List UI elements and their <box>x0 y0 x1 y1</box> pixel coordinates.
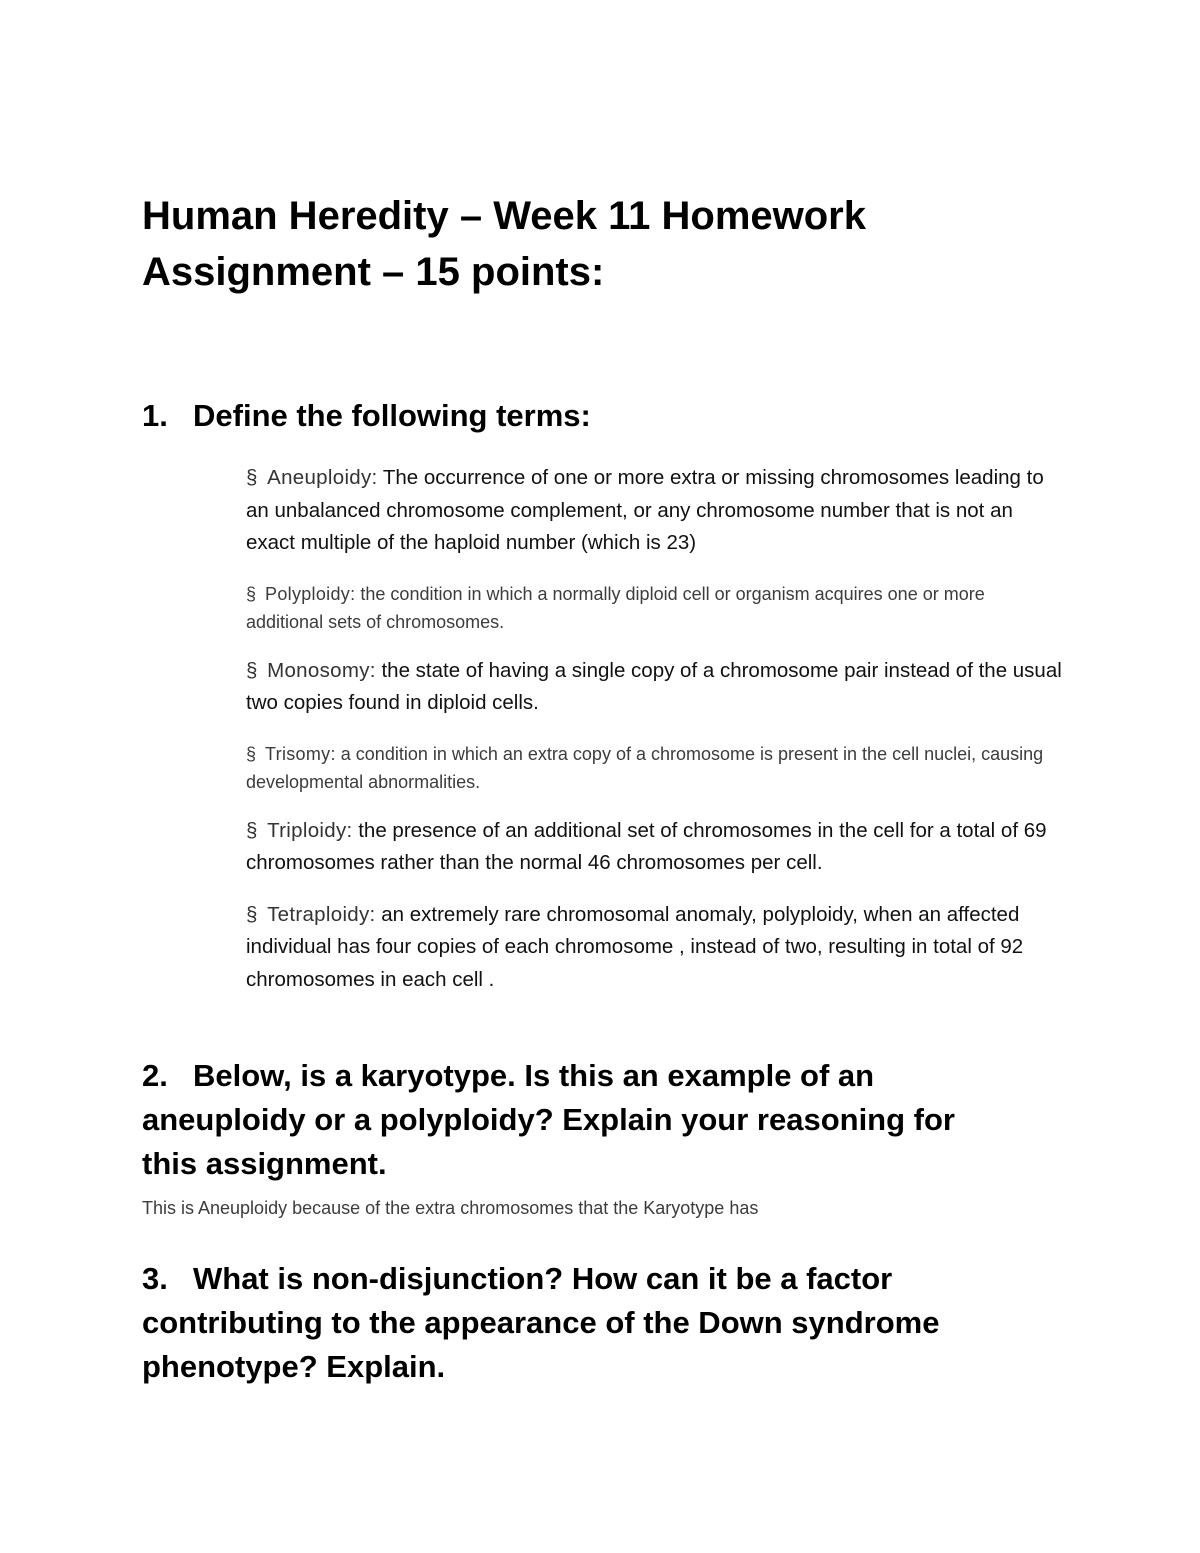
definitions-list <box>246 462 1066 996</box>
question-1-heading <box>142 394 1082 438</box>
definition-term: Aneuploidy: <box>267 466 378 489</box>
question-2-text-line-3: this assignment. <box>142 1146 387 1181</box>
question-3-text-line-3: phenotype? Explain. <box>142 1349 446 1384</box>
definition-trisomy <box>246 740 1066 796</box>
section-sign-bullet: § <box>246 818 258 842</box>
question-1-number: 1. <box>142 398 168 433</box>
question-2-heading <box>142 1054 1082 1186</box>
question-2-answer: This is Aneuploidy because of the extra chromosomes that the Karyotype has <box>142 1198 759 1218</box>
definition-monosomy <box>246 655 1066 720</box>
definition-text: the condition in which a normally diploid cell or organism acquires one or more additional sets of chromosomes. <box>246 583 985 632</box>
section-sign-bullet: § <box>246 583 257 604</box>
question-3-number: 3. <box>142 1261 168 1296</box>
document-title-line-1: Human Heredity – Week 11 Homework <box>142 194 866 238</box>
definition-term: Tetraploidy: <box>267 902 376 926</box>
section-sign-bullet: § <box>246 658 258 682</box>
definition-text: the state of having a single copy of a chromosome pair instead of the usual two copies found in diploid cells. <box>246 658 1062 714</box>
definition-term: Monosomy: <box>267 658 376 682</box>
definition-term: Polyploidy: <box>265 583 356 604</box>
definition-term: Triploidy: <box>267 818 353 842</box>
definition-text: the presence of an additional set of chromosomes in the cell for a total of 69 chromosomes rather than the normal 46 chromosomes per cell. <box>246 818 1047 874</box>
definition-text: an extremely rare chromosomal anomaly, polyploidy, when an affected individual has four copies of each chromosome , instead of two, resulting in total of 92 chromosomes in each cell . <box>246 902 1024 991</box>
section-sign-bullet: § <box>246 902 258 926</box>
question-2-number: 2. <box>142 1058 168 1093</box>
definition-polyploidy <box>246 580 1066 636</box>
question-3-heading <box>142 1257 1082 1389</box>
definition-term: Trisomy: <box>265 743 336 764</box>
section-sign-bullet: § <box>246 743 257 764</box>
question-2-text-line-2: aneuploidy or a polyploidy? Explain your reasoning for <box>142 1102 955 1137</box>
question-3-text-line-1: What is non-disjunction? How can it be a factor <box>193 1261 893 1296</box>
document-title <box>142 188 1082 300</box>
definition-text: The occurrence of one or more extra or missing chromosomes leading to an unbalanced chromosome complement, or any chromosome number that is not an exact multiple of the haploid number (which is 23) <box>246 466 1044 554</box>
definition-aneuploidy <box>246 462 1066 560</box>
question-2-text-line-1: Below, is a karyotype. Is this an example of an <box>193 1058 875 1093</box>
definition-triploidy <box>246 815 1066 880</box>
question-3-text-line-2: contributing to the appearance of the Down syndrome <box>142 1305 940 1340</box>
definition-tetraploidy <box>246 899 1066 997</box>
definition-text: a condition in which an extra copy of a chromosome is present in the cell nuclei, causing developmental abnormalities. <box>246 743 1044 792</box>
document-title-line-2: Assignment – 15 points: <box>142 250 605 294</box>
question-1-text: Define the following terms: <box>193 398 591 433</box>
section-sign-bullet: § <box>246 466 258 489</box>
